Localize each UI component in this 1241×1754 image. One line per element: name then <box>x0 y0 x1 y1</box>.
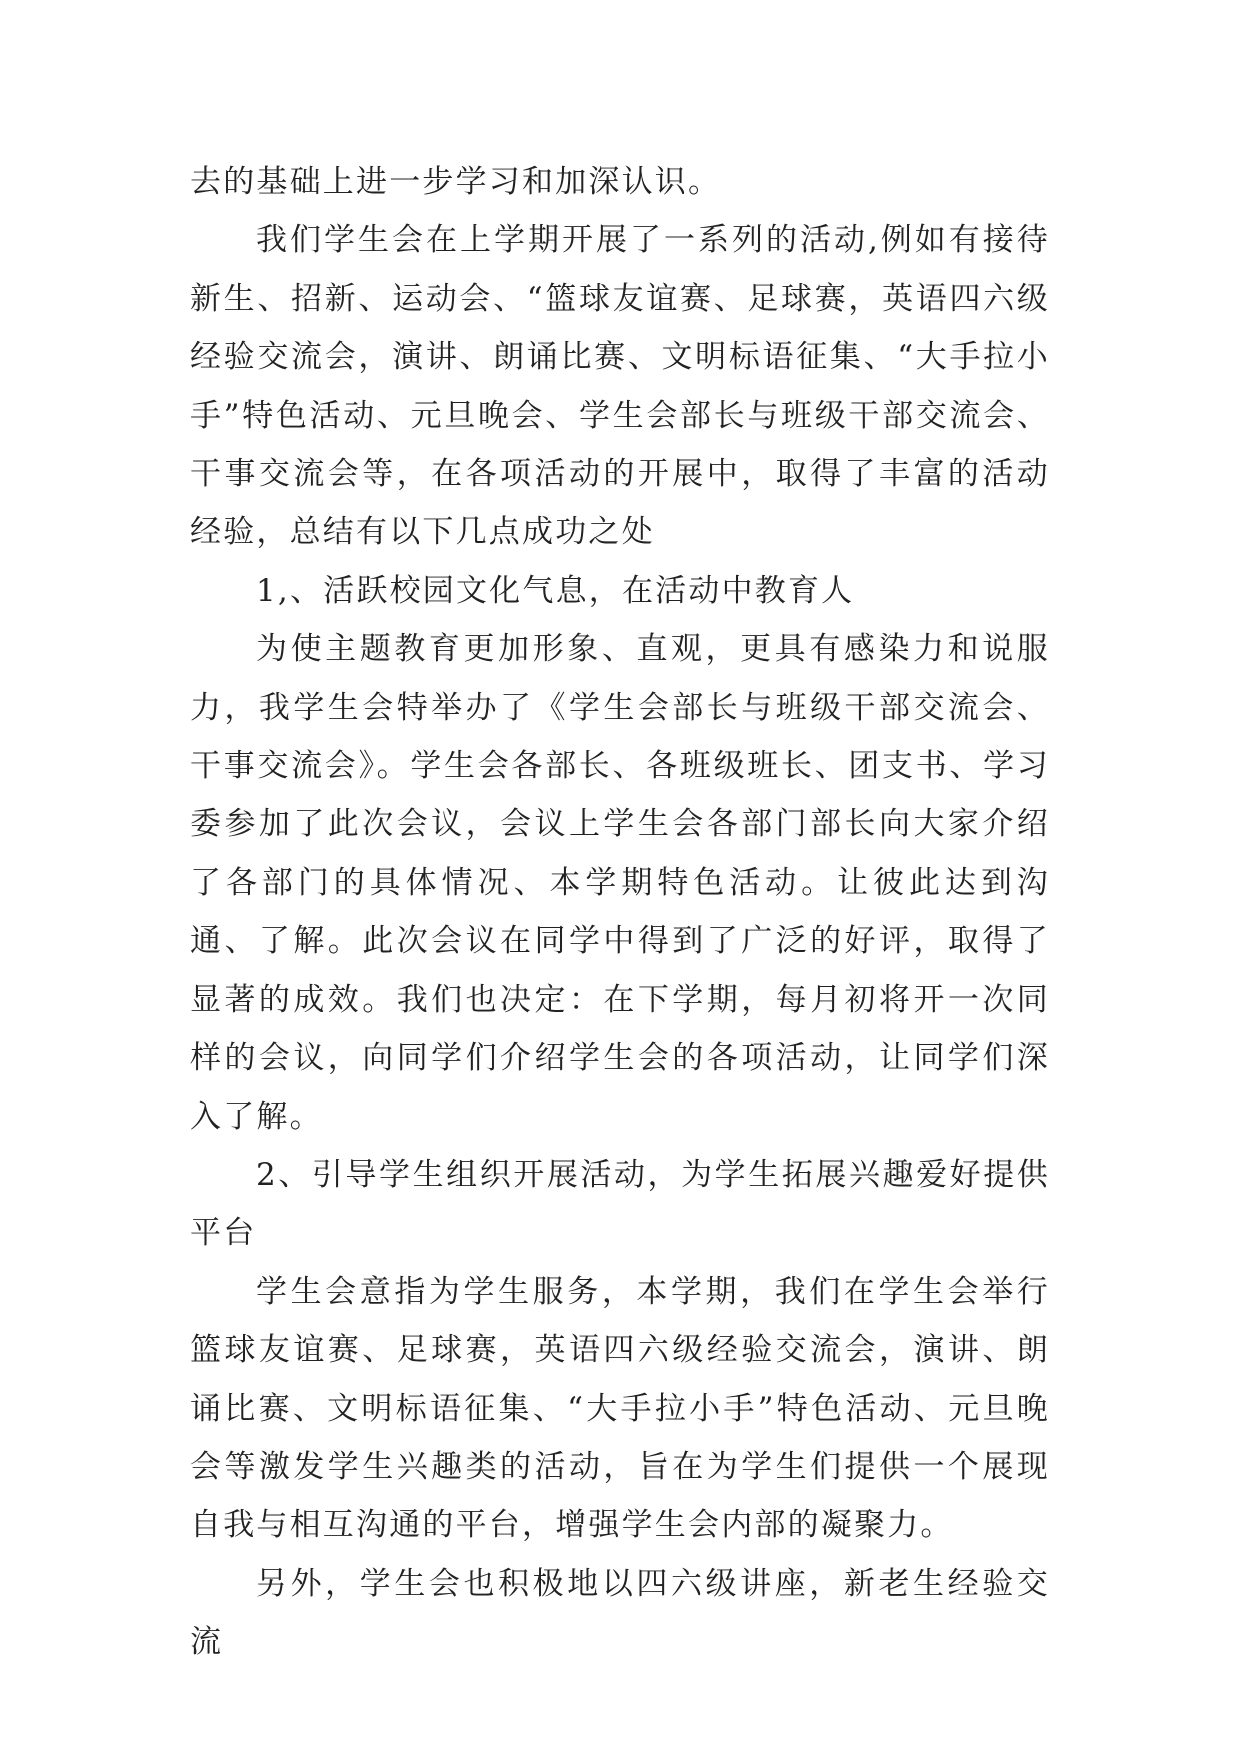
section-heading-1: 1,、活跃校园文化气息，在活动中教育人 <box>256 572 855 609</box>
paragraph-exchange-meeting: 为使主题教育更加形象、直观，更具有感染力和说服力，我学生会特举办了《学生会部长与班级干部交流会、干事交流会》。学生会各部长、各班级班长、团支书、学习委参加了此次会议，会议上学生会各部门部长向大家介绍了各部门的具体情况、本学期特色活动。让彼此达到沟通、了解。此次会议在同学中得到了广泛的好评，取得了显著的成效。我们也决定：在下学期，每月初将开一次同样的会议，向同学们介绍学生会的各项活动，让同学们深入了解。 <box>190 631 1050 1135</box>
paragraph-interest-activities: 学生会意指为学生服务，本学期，我们在学生会举行篮球友谊赛、足球赛，英语四六级经验交流会，演讲、朗诵比赛、文明标语征集、“大手拉小手”特色活动、元旦晚会等激发学生兴趣类的活动，旨在为学生们提供一个展现自我与相互沟通的平台，增强学生会内部的凝聚力。 <box>190 1273 1050 1544</box>
document-body <box>190 153 1050 1672</box>
section-heading-2: 2、引导学生组织开展活动，为学生拓展兴趣爱好提供平台 <box>190 1156 1050 1252</box>
paragraph-activities-summary: 我们学生会在上学期开展了一系列的活动,例如有接待新生、招新、运动会、“篮球友谊赛、足球赛，英语四六级经验交流会，演讲、朗诵比赛、文明标语征集、“大手拉小手”特色活动、元旦晚会、学生会部长与班级干部交流会、干事交流会等，在各项活动的开展中，取得了丰富的活动经验，总结有以下几点成功之处 <box>190 222 1050 551</box>
paragraph-continuation: 去的基础上进一步学习和加深认识。 <box>190 164 722 200</box>
paragraph-additional: 另外，学生会也积极地以四六级讲座，新老生经验交流 <box>190 1565 1050 1661</box>
